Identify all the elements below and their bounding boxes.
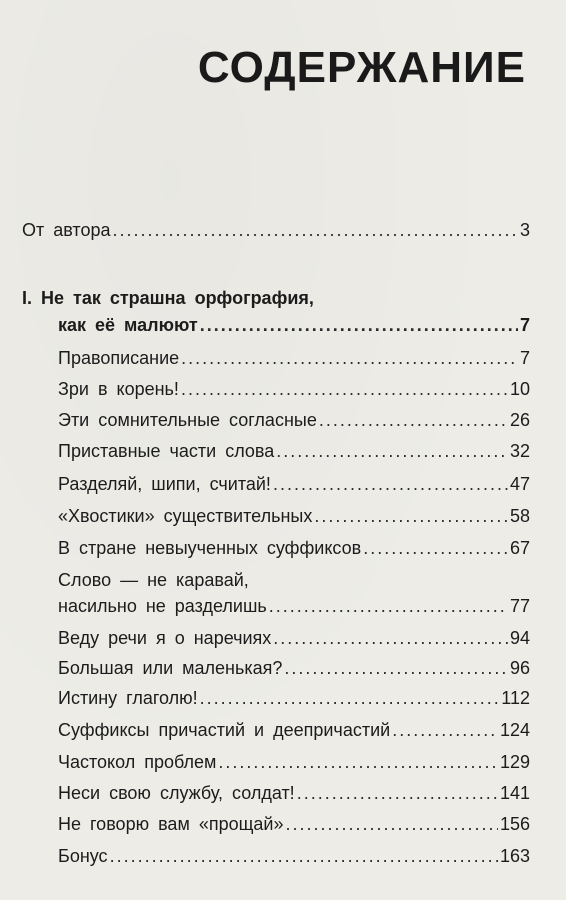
leader-dots	[113, 219, 518, 241]
leader-dots	[181, 378, 508, 400]
leader-dots	[314, 505, 508, 527]
leader-dots	[200, 687, 500, 709]
leader-dots	[284, 657, 508, 679]
toc-entry-page: 47	[509, 474, 530, 494]
toc-entry-label: Зри в корень!	[58, 379, 179, 399]
toc-entry	[58, 378, 530, 400]
toc-entry	[58, 627, 530, 649]
toc-entry-chapter-1	[58, 314, 530, 336]
leader-dots	[273, 473, 508, 495]
toc-entry-label: В стране невыученных суффиксов	[58, 538, 362, 558]
leader-dots	[392, 719, 498, 741]
leader-dots	[276, 440, 508, 462]
toc-entry-label: Частокол проблем	[58, 752, 217, 772]
toc-entry-page: 141	[499, 783, 530, 803]
leader-dots	[273, 627, 508, 649]
leader-dots	[363, 537, 508, 559]
toc-entry-label: Неси свою службу, солдат!	[58, 783, 295, 803]
toc-entry	[58, 505, 530, 527]
toc-entry-label: Приставные части слова	[58, 441, 275, 461]
leader-dots	[269, 595, 508, 617]
leader-dots	[181, 347, 518, 369]
leader-dots	[286, 813, 498, 835]
toc-entry	[58, 845, 530, 867]
toc-entry	[58, 595, 530, 617]
toc-entry-label: Разделяй, шипи, считай!	[58, 474, 271, 494]
toc-entry-page: 58	[509, 506, 530, 526]
toc-entry-label: Веду речи я о наречиях	[58, 628, 272, 648]
leader-dots	[297, 782, 498, 804]
page-title: СОДЕРЖАНИЕ	[197, 43, 526, 92]
toc-entry	[58, 537, 530, 559]
toc-entry-page: 3	[519, 220, 530, 240]
toc-entry	[58, 751, 530, 773]
leader-dots	[218, 751, 498, 773]
toc-entry-page: 32	[509, 441, 530, 461]
toc-entry-label: Эти сомнительные согласные	[58, 410, 317, 430]
toc-entry	[58, 473, 530, 495]
toc-entry-page: 96	[509, 658, 530, 678]
toc-entry-label: «Хвостики» существительных	[58, 506, 313, 526]
toc-entry-page: 67	[509, 538, 530, 558]
toc-entry	[58, 782, 530, 804]
toc-entry-label: Правописание	[58, 348, 180, 368]
toc-entry-page: 129	[499, 752, 530, 772]
toc-entry	[58, 687, 530, 709]
chapter-title-line1: I. Не так страшна орфография,	[22, 288, 314, 308]
toc-entry	[58, 657, 530, 679]
leader-dots	[110, 845, 498, 867]
toc-entry-label: Не говорю вам «прощай»	[58, 814, 284, 834]
leader-dots	[200, 314, 518, 336]
toc-entry-label: Бонус	[58, 846, 108, 866]
toc-entry-page: 7	[519, 348, 530, 368]
toc-entry-label: насильно не разделишь	[58, 596, 267, 616]
toc-entry-label-line1: Слово — не каравай,	[58, 570, 249, 590]
toc-entry-page: 26	[509, 410, 530, 430]
toc-entry	[58, 719, 530, 741]
toc-entry-page: 77	[509, 596, 530, 616]
toc-entry-page: 156	[499, 814, 530, 834]
toc-entry-page: 112	[501, 688, 530, 708]
toc-entry	[58, 813, 530, 835]
toc-entry-page: 10	[509, 379, 530, 399]
toc-entry-label: Истину глаголю!	[58, 688, 198, 708]
toc-entry	[58, 409, 530, 431]
toc-entry-page: 163	[499, 846, 530, 866]
toc-entry-page: 124	[499, 720, 530, 740]
leader-dots	[319, 409, 508, 431]
toc-entry-page: 94	[509, 628, 530, 648]
toc-entry	[58, 347, 530, 369]
toc-entry-page: 7	[519, 315, 530, 335]
toc-entry-label: От автора	[22, 220, 111, 240]
toc-entry-label: Суффиксы причастий и деепричастий	[58, 720, 391, 740]
toc-entry	[58, 440, 530, 462]
toc-entry-label: Большая или маленькая?	[58, 658, 283, 678]
toc-entry-label: как её малюют	[58, 315, 198, 335]
toc-entry-foreword	[22, 219, 530, 241]
